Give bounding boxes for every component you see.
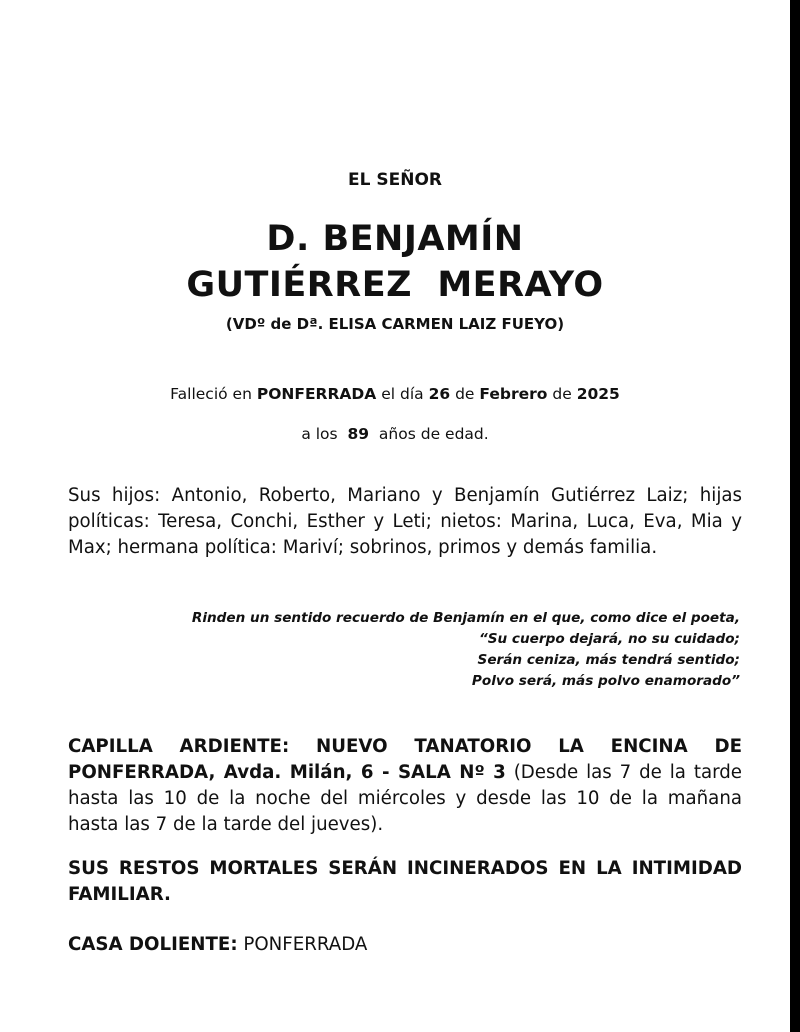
poem-line: Polvo será, más polvo enamorado” [471, 673, 740, 689]
death-of-1: de [455, 385, 475, 403]
widow-of: (VDº de Dª. ELISA CARMEN LAIZ FUEYO) [225, 315, 565, 333]
chapel-location: : NUEVO TANATORIO LA ENCINA DE PONFERRADA, Avda. Milán, 6 - SALA Nº 3 [68, 736, 742, 783]
death-of-2: de [552, 385, 572, 403]
deceased-name [0, 216, 790, 308]
chapel-hours: (Desde las 7 de la tarde hasta las 10 de la noche del miércoles y desde las 10 de la mañana hasta las 7 de la tarde del jueves). [68, 762, 742, 835]
deceased-name-line2: GUTIÉRREZ MERAYO [186, 265, 604, 305]
death-day: 26 [428, 385, 451, 403]
age-statement [0, 425, 790, 443]
remains-line2: FAMILIAR. [68, 884, 171, 905]
house-value: PONFERRADA [237, 934, 368, 955]
poem-quote [120, 608, 740, 692]
death-prefix: Falleció en [170, 385, 252, 403]
age-suffix: años de edad. [378, 425, 489, 443]
remains-line1: SUS RESTOS MORTALES SERÁN INCINERADOS EN LA INTIMIDAD [68, 858, 742, 879]
chapel-paragraph [68, 734, 742, 838]
death-month: Febrero [479, 385, 548, 403]
chapel-label: CAPILLA ARDIENTE [68, 736, 282, 757]
honorific: EL SEÑOR [348, 170, 442, 190]
age-prefix: a los [301, 425, 338, 443]
death-day-label: el día [381, 385, 424, 403]
poem-line: Rinden un sentido recuerdo de Benjamín en el que, como dice el poeta, [191, 610, 740, 626]
death-statement [0, 385, 790, 403]
poem-line: “Su cuerpo dejará, no su cuidado; [478, 631, 740, 647]
death-place: PONFERRADA [256, 385, 377, 403]
family-paragraph: Sus hijos: Antonio, Roberto, Mariano y Benjamín Gutiérrez Laiz; hijas políticas: Teresa, Conchi, Esther y Leti; nietos: Marina, Luca, Eva, Mia y Max; hermana política: Mariví; sobrinos, primos y demás familia. [68, 485, 742, 558]
deceased-name-line1: D. BENJAMÍN [266, 219, 524, 259]
death-year: 2025 [576, 385, 620, 403]
remains-statement [68, 856, 742, 908]
poem-line: Serán ceniza, más tendrá sentido; [477, 652, 740, 668]
house-label: CASA DOLIENTE: [68, 934, 238, 955]
age-years: 89 [347, 425, 370, 443]
mourning-house [68, 932, 742, 958]
